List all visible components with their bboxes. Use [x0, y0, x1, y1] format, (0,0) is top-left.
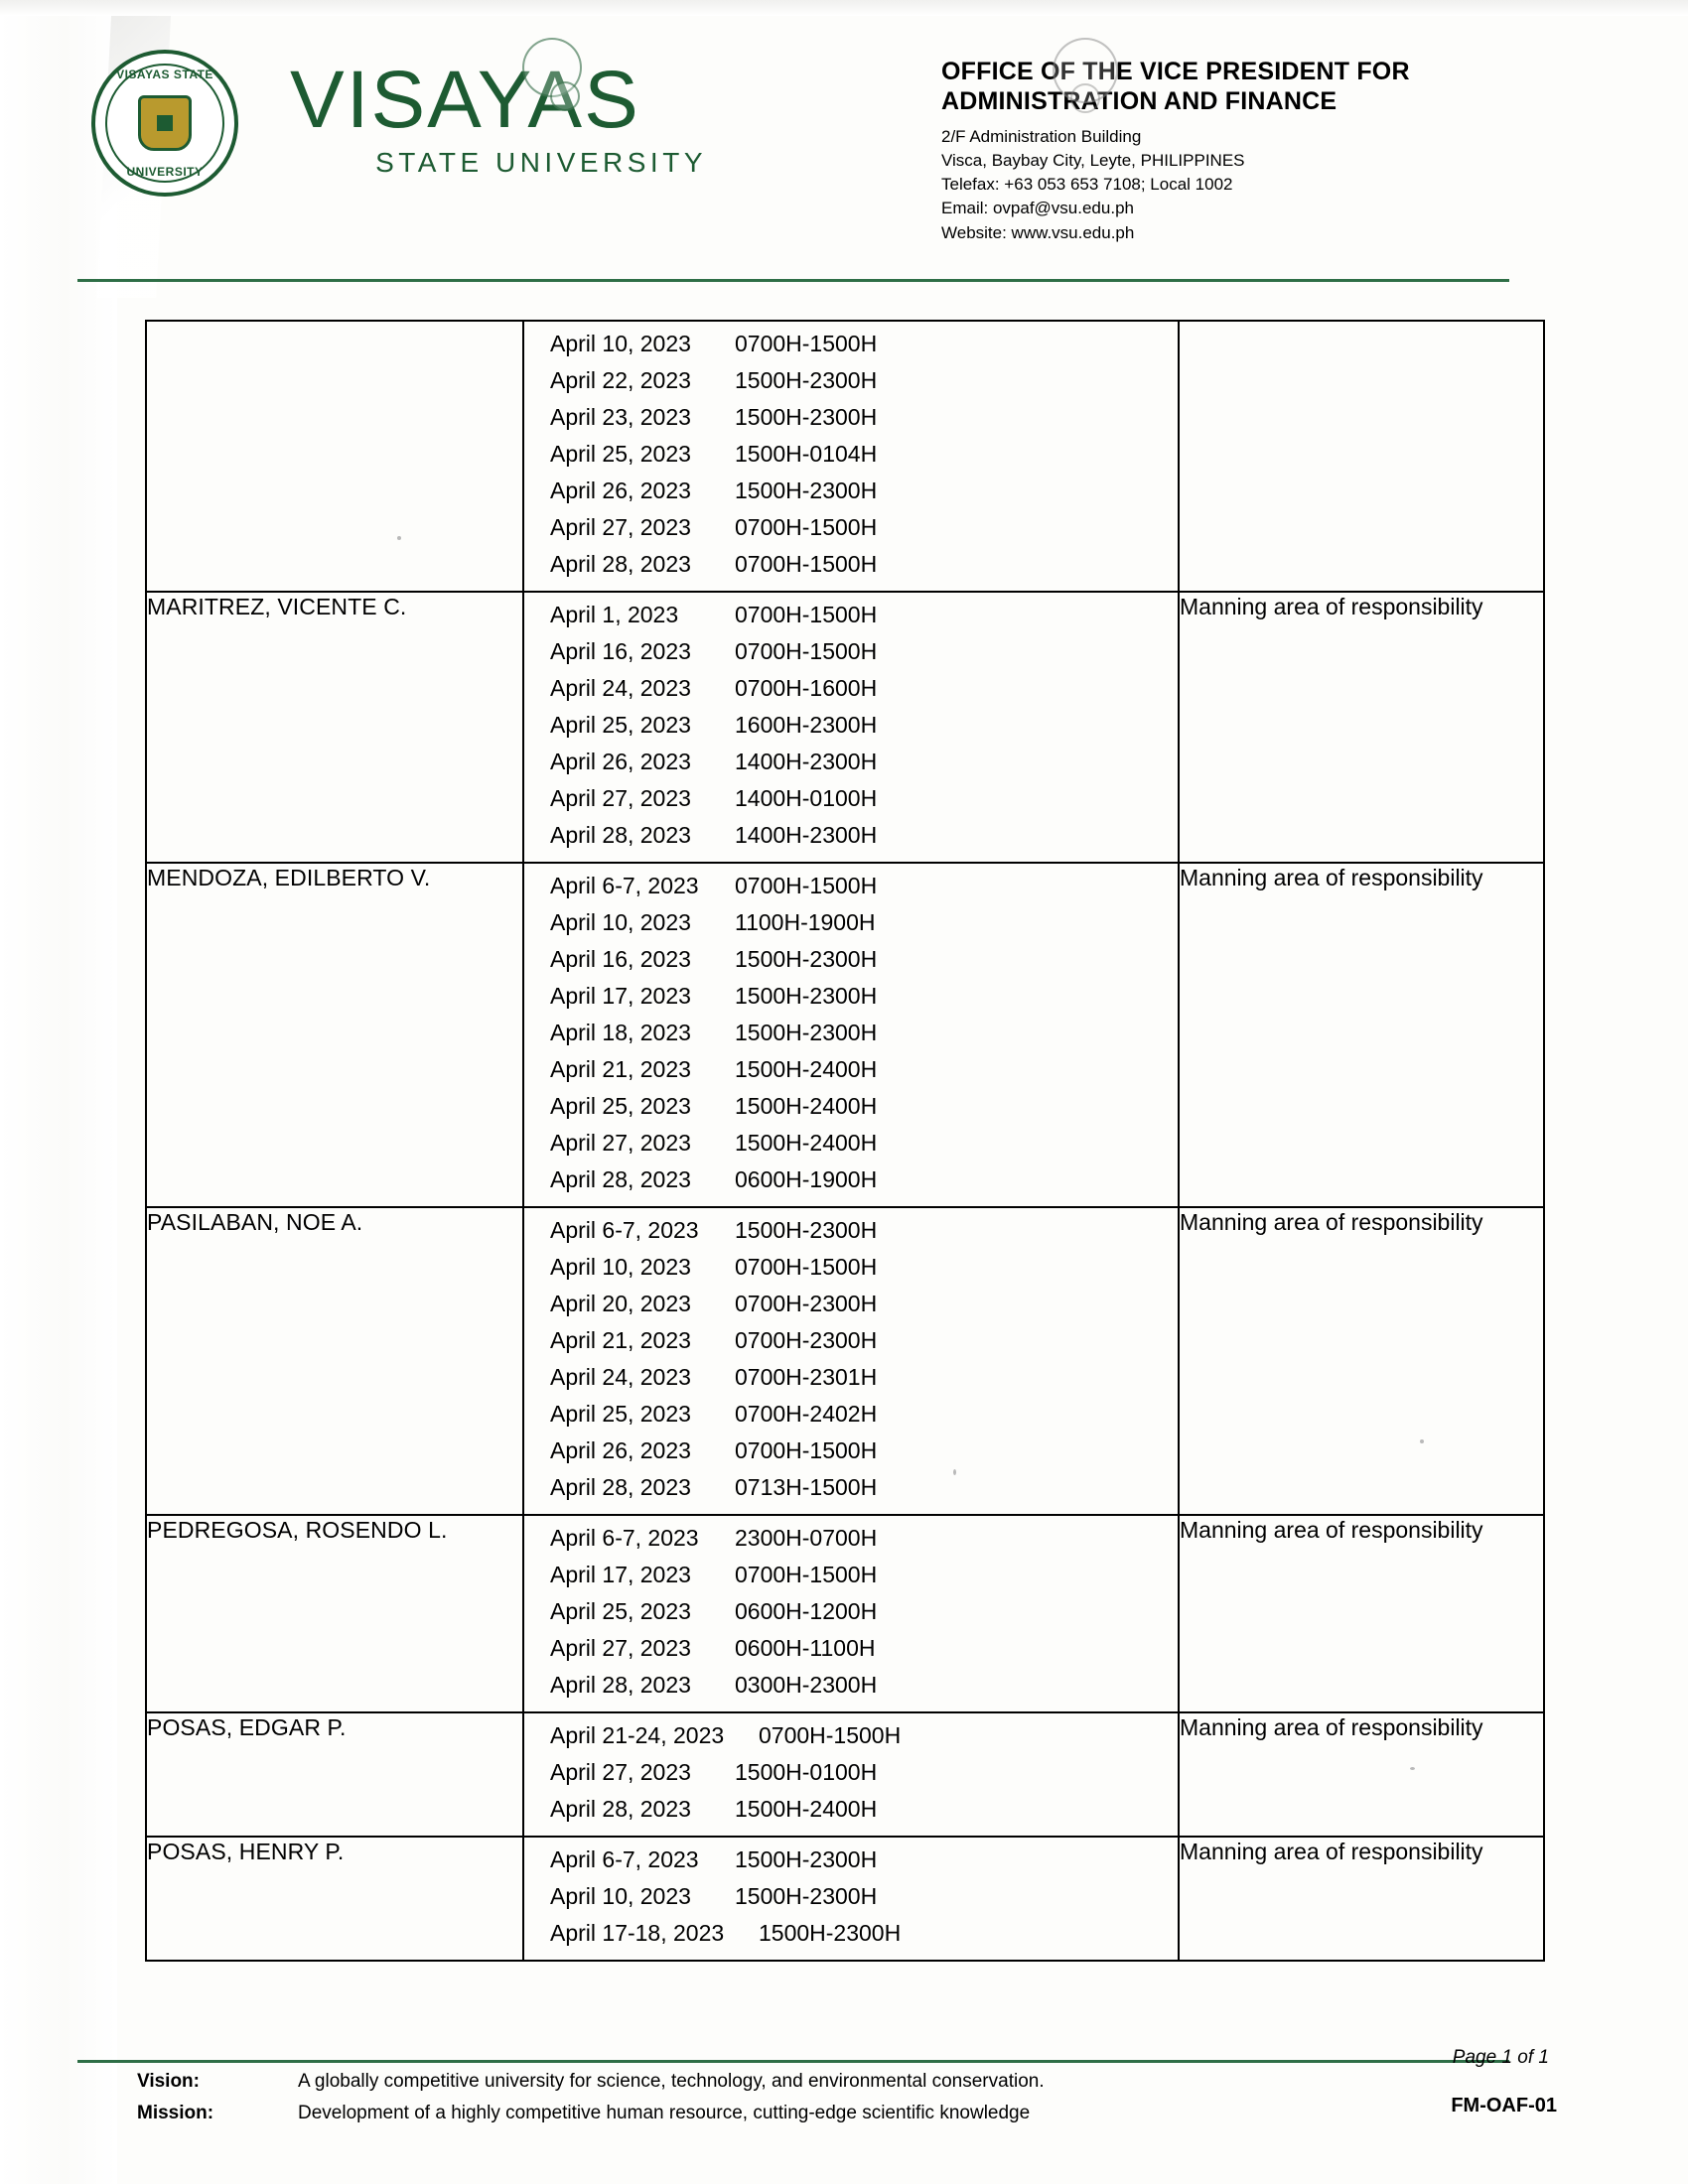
- header-divider: [77, 279, 1509, 282]
- seal-shield-icon: [138, 95, 192, 151]
- entry-time: 1500H-2300H: [735, 1883, 878, 1909]
- vision-text: A globally competitive university for science, technology, and environmental conservation.: [298, 2071, 1045, 2092]
- office-title: OFFICE OF THE VICE PRESIDENT FOR ADMINISTRATION AND FINANCE: [941, 58, 1410, 115]
- entry-date: April 23, 2023: [550, 404, 691, 430]
- entry-date: April 27, 2023: [550, 1130, 691, 1156]
- office-address-line-2: Visca, Baybay City, Leyte, PHILIPPINES: [941, 151, 1245, 171]
- entry-time: 0600H-1200H: [735, 1598, 878, 1624]
- schedule-entry: [524, 1433, 1178, 1469]
- entry-time: 1500H-0100H: [735, 1759, 878, 1785]
- entry-date: April 16, 2023: [550, 946, 691, 972]
- entry-time: 1500H-2400H: [735, 1056, 878, 1082]
- entry-date: April 10, 2023: [550, 909, 691, 935]
- entry-date: April 21-24, 2023: [550, 1722, 725, 1748]
- entry-date: April 27, 2023: [550, 514, 691, 540]
- schedule-entry: [524, 509, 1178, 546]
- schedule-entry: [524, 436, 1178, 473]
- entry-time: 0600H-1900H: [735, 1166, 878, 1192]
- watermark-bubble-small-icon: [550, 81, 580, 111]
- entry-time: 0700H-1500H: [735, 514, 878, 540]
- schedule-dates-cell: [523, 1712, 1179, 1837]
- schedule-entry: [524, 1630, 1178, 1667]
- office-website: Website: www.vsu.edu.ph: [941, 222, 1135, 242]
- entry-time: 1500H-2400H: [735, 1130, 878, 1156]
- office-info-block: [941, 58, 1557, 245]
- entry-date: April 6-7, 2023: [550, 1217, 699, 1243]
- employee-name-cell: POSAS, HENRY P.: [146, 1837, 523, 1961]
- schedule-entry: [524, 904, 1178, 941]
- employee-name-cell: [146, 321, 523, 592]
- footer-divider: [77, 2060, 1509, 2063]
- mission-label: Mission:: [137, 2103, 214, 2123]
- employee-name-cell: PEDREGOSA, ROSENDO L.: [146, 1515, 523, 1712]
- schedule-entry: [524, 597, 1178, 633]
- schedule-entry: [524, 1088, 1178, 1125]
- entry-date: April 28, 2023: [550, 1796, 691, 1822]
- entry-date: April 26, 2023: [550, 749, 691, 774]
- remarks-cell: Manning area of responsibility: [1179, 1207, 1544, 1515]
- entry-date: April 27, 2023: [550, 1635, 691, 1661]
- remarks-cell: Manning area of responsibility: [1179, 1515, 1544, 1712]
- entry-time: 1500H-2300H: [735, 478, 878, 503]
- scan-speck: [397, 536, 401, 540]
- schedule-entry: [524, 941, 1178, 978]
- schedule-entry: [524, 1396, 1178, 1433]
- entry-date: April 6-7, 2023: [550, 873, 699, 898]
- entry-time: 1500H-2300H: [735, 404, 878, 430]
- schedule-dates-cell: [523, 1837, 1179, 1961]
- entry-date: April 25, 2023: [550, 712, 691, 738]
- entry-date: April 17, 2023: [550, 1562, 691, 1587]
- mission-text: Development of a highly competitive human resource, cutting-edge scientific knowledge: [298, 2103, 1031, 2123]
- schedule-table-wrapper: [145, 320, 1543, 1962]
- entry-date: April 10, 2023: [550, 1883, 691, 1909]
- entry-time: 0700H-1500H: [735, 1562, 878, 1587]
- office-email: Email: ovpaf@vsu.edu.ph: [941, 199, 1134, 218]
- entry-time: 1500H-2300H: [735, 946, 878, 972]
- entry-date: April 27, 2023: [550, 785, 691, 811]
- entry-date: April 26, 2023: [550, 478, 691, 503]
- entry-time: 1100H-1900H: [735, 909, 876, 935]
- schedule-table: [145, 320, 1545, 1962]
- employee-name-cell: MENDOZA, EDILBERTO V.: [146, 863, 523, 1207]
- schedule-entry: [524, 1842, 1178, 1878]
- entry-time: 0700H-1500H: [735, 551, 878, 577]
- vision-label: Vision:: [137, 2071, 200, 2092]
- schedule-entry: [524, 1520, 1178, 1557]
- seal-top-text: VISAYAS STATE: [116, 68, 213, 81]
- schedule-entry: [524, 1212, 1178, 1249]
- schedule-table-body: [146, 321, 1544, 1961]
- entry-time: 0700H-1500H: [735, 1437, 878, 1463]
- entry-time: 0700H-1500H: [735, 602, 878, 627]
- entry-time: 0700H-2301H: [735, 1364, 878, 1390]
- schedule-entry: [524, 1557, 1178, 1593]
- schedule-entry: [524, 1469, 1178, 1506]
- entry-date: April 16, 2023: [550, 638, 691, 664]
- office-telefax: Telefax: +63 053 653 7108; Local 1002: [941, 175, 1233, 195]
- remarks-cell: [1179, 321, 1544, 592]
- entry-date: April 6-7, 2023: [550, 1846, 699, 1872]
- entry-time: 0713H-1500H: [735, 1474, 878, 1500]
- entry-time: 1500H-2300H: [735, 1217, 878, 1243]
- schedule-dates-cell: [523, 863, 1179, 1207]
- schedule-entry: [524, 399, 1178, 436]
- entry-time: 0700H-1500H: [759, 1722, 902, 1748]
- schedule-entry: [524, 1754, 1178, 1791]
- entry-date: April 17-18, 2023: [550, 1920, 725, 1946]
- entry-time: 1400H-2300H: [735, 822, 878, 848]
- entry-date: April 6-7, 2023: [550, 1525, 699, 1551]
- schedule-dates-cell: [523, 1515, 1179, 1712]
- schedule-entry: [524, 1322, 1178, 1359]
- entry-time: 0700H-2300H: [735, 1327, 878, 1353]
- entry-time: 1500H-2300H: [735, 367, 878, 393]
- entry-date: April 27, 2023: [550, 1759, 691, 1785]
- entry-date: April 28, 2023: [550, 1672, 691, 1698]
- schedule-entry: [524, 744, 1178, 780]
- entry-date: April 24, 2023: [550, 1364, 691, 1390]
- table-row: [146, 1515, 1544, 1712]
- entry-time: 0700H-1500H: [735, 331, 878, 356]
- entry-date: April 28, 2023: [550, 1166, 691, 1192]
- entry-date: April 25, 2023: [550, 1598, 691, 1624]
- wordmark-sub: STATE UNIVERSITY: [375, 147, 707, 178]
- entry-date: April 20, 2023: [550, 1291, 691, 1316]
- entry-date: April 25, 2023: [550, 441, 691, 467]
- entry-time: 1500H-2400H: [735, 1796, 878, 1822]
- schedule-dates-cell: [523, 321, 1179, 592]
- office-address-line-1: 2/F Administration Building: [941, 127, 1142, 146]
- schedule-entry: [524, 868, 1178, 904]
- schedule-entry: [524, 1286, 1178, 1322]
- wordmark-main: VISAYAS: [290, 55, 640, 145]
- schedule-entry: [524, 707, 1178, 744]
- schedule-entry: [524, 978, 1178, 1015]
- remarks-cell: Manning area of responsibility: [1179, 863, 1544, 1207]
- entry-date: April 25, 2023: [550, 1401, 691, 1427]
- entry-time: 1500H-2300H: [735, 983, 878, 1009]
- schedule-entry: [524, 1249, 1178, 1286]
- entry-date: April 25, 2023: [550, 1093, 691, 1119]
- university-seal-icon: [91, 50, 238, 197]
- entry-time: 0700H-1500H: [735, 873, 878, 898]
- entry-time: 1500H-0104H: [735, 441, 878, 467]
- entry-time: 2300H-0700H: [735, 1525, 878, 1551]
- entry-date: April 28, 2023: [550, 1474, 691, 1500]
- schedule-dates-cell: [523, 592, 1179, 863]
- scan-speck: [1410, 1767, 1415, 1770]
- entry-time: 1400H-0100H: [735, 785, 878, 811]
- scan-edge: [0, 0, 117, 2184]
- schedule-entry: [524, 326, 1178, 362]
- entry-date: April 18, 2023: [550, 1020, 691, 1045]
- entry-date: April 28, 2023: [550, 551, 691, 577]
- entry-time: 0700H-2300H: [735, 1291, 878, 1316]
- table-row: [146, 592, 1544, 863]
- schedule-entry: [524, 633, 1178, 670]
- schedule-entry: [524, 670, 1178, 707]
- employee-name-cell: POSAS, EDGAR P.: [146, 1712, 523, 1837]
- schedule-entry: [524, 1667, 1178, 1704]
- schedule-entry: [524, 546, 1178, 583]
- schedule-entry: [524, 1593, 1178, 1630]
- table-row: [146, 863, 1544, 1207]
- schedule-entry: [524, 1125, 1178, 1161]
- schedule-entry: [524, 780, 1178, 817]
- schedule-entry: [524, 1915, 1178, 1952]
- scan-artifact-bubble-small-icon: [1070, 83, 1100, 113]
- employee-name-cell: PASILABAN, NOE A.: [146, 1207, 523, 1515]
- entry-time: 0600H-1100H: [735, 1635, 876, 1661]
- entry-time: 1500H-2300H: [735, 1846, 878, 1872]
- entry-date: April 22, 2023: [550, 367, 691, 393]
- entry-time: 1500H-2400H: [735, 1093, 878, 1119]
- schedule-entry: [524, 1051, 1178, 1088]
- entry-time: 1500H-2300H: [759, 1920, 902, 1946]
- entry-time: 0700H-1600H: [735, 675, 878, 701]
- table-row: [146, 1207, 1544, 1515]
- entry-date: April 26, 2023: [550, 1437, 691, 1463]
- schedule-entry: [524, 1161, 1178, 1198]
- entry-date: April 21, 2023: [550, 1327, 691, 1353]
- schedule-entry: [524, 1717, 1178, 1754]
- employee-name-cell: MARITREZ, VICENTE C.: [146, 592, 523, 863]
- entry-date: April 1, 2023: [550, 602, 679, 627]
- remarks-cell: Manning area of responsibility: [1179, 1837, 1544, 1961]
- page-number: Page 1 of 1: [1452, 2047, 1549, 2068]
- document-header: [0, 0, 1688, 288]
- seal-bottom-text: UNIVERSITY: [126, 165, 204, 179]
- entry-time: 1500H-2300H: [735, 1020, 878, 1045]
- entry-time: 1600H-2300H: [735, 712, 878, 738]
- entry-date: April 28, 2023: [550, 822, 691, 848]
- entry-date: April 24, 2023: [550, 675, 691, 701]
- entry-date: April 17, 2023: [550, 983, 691, 1009]
- table-row: [146, 321, 1544, 592]
- scan-speck: [953, 1469, 956, 1475]
- entry-date: April 10, 2023: [550, 1254, 691, 1280]
- entry-time: 0300H-2300H: [735, 1672, 878, 1698]
- remarks-cell: Manning area of responsibility: [1179, 592, 1544, 863]
- schedule-entry: [524, 817, 1178, 854]
- remarks-cell: Manning area of responsibility: [1179, 1712, 1544, 1837]
- entry-time: 0700H-1500H: [735, 638, 878, 664]
- entry-date: April 21, 2023: [550, 1056, 691, 1082]
- schedule-dates-cell: [523, 1207, 1179, 1515]
- schedule-entry: [524, 473, 1178, 509]
- entry-time: 0700H-1500H: [735, 1254, 878, 1280]
- scan-speck: [1420, 1439, 1424, 1443]
- schedule-entry: [524, 362, 1178, 399]
- schedule-entry: [524, 1878, 1178, 1915]
- entry-time: 1400H-2300H: [735, 749, 878, 774]
- schedule-entry: [524, 1791, 1178, 1828]
- form-code: FM-OAF-01: [1451, 2095, 1557, 2116]
- entry-time: 0700H-2402H: [735, 1401, 878, 1427]
- schedule-entry: [524, 1015, 1178, 1051]
- schedule-entry: [524, 1359, 1178, 1396]
- table-row: [146, 1837, 1544, 1961]
- university-wordmark: [290, 55, 707, 179]
- entry-date: April 10, 2023: [550, 331, 691, 356]
- table-row: [146, 1712, 1544, 1837]
